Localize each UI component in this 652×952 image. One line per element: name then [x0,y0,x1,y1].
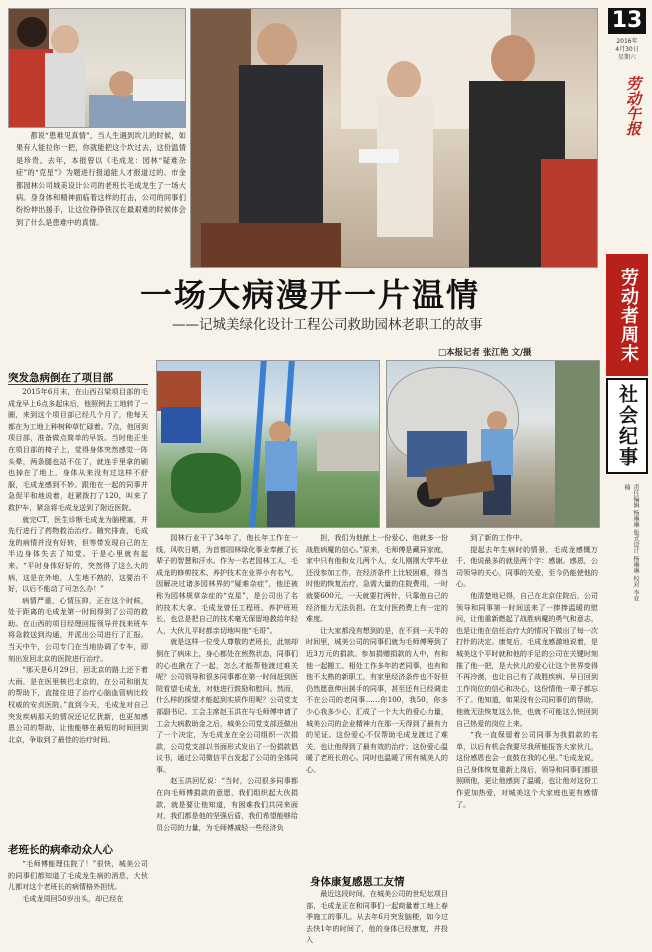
paragraph: 最近这段时间，在城美公司的世纪坛项目部，毛成龙正在和同事们一起商量着工地上春季施工的事儿。从去年6月突发脑梗，如今过去快1年的时间了，他的身体已经康复，并投入 [306,889,448,945]
column-2-text [156,532,298,946]
column-3-text [306,532,448,820]
paragraph: 担，我们为他献上一份爱心，他就多一份战胜病魔的信心。”原来，毛师傅是藏异家庭，家中只有他和女儿两个人，女儿刚刚大学毕业还没参加工作，在经济条件上比较困难，得当时他的恢复治疗，急需大量的住院费用，一时就要600元，一天就要打两针，只靠他自己的经济能力无法负担。在支付医药费上有一定的难度。 [306,533,448,624]
intro-paragraph: 都说“患难见真情”，当人生遇到坎儿的时候，如果有人能拉你一把，你就能把这个坎过去，这份温情是珍贵。去年，本报曾以《毛成龙：园林“疑难杂症”的“克星”》为题进行报道能人才报道过的、市金都园林公司城美设计公司的老班长毛成龙生了一场大病。身身体和精神面临着这样的打击，公司的同事们纷纷伸出援手，让这位铮铮铁汉在最艰难的时候体会到了什么是患难中的真情。 [16,131,186,227]
paragraph: 他清楚地记得，自己在北京住院后，公司领导和同事第一时间送来了一捧捧温暖的慰问，让他重新燃起了战胜病魔的勇气和意志，也是让他在信任治疗大的情况下做出了每一次打针的决定。康复后，毛成龙感激地说着，是城美这个平时就和他的手足的公司在关键时刻推了他一把，是大伙儿的爱心让这个世界变得不再冷漠，也让自己有了战胜疾病、早日回到工作岗位的信心和决心，这份情他一辈子都忘不了。他知道，如果没有公司同事们的帮助，他就无法恢复这么快，也就不可能这么快回到自己热爱的岗位上来。 [456,590,598,728]
hospital-photo [8,8,186,128]
worker-ladder-photo [156,360,380,528]
paragraph: 提起去年生病时的情景，毛成龙感慨万千，他说最多的就是两个字：感谢。感恩，公司领导的关心，同事的关爱，至今仍能使他的心。 [456,544,598,589]
paragraph: 赵玉洪回忆说：“当时，公司很多同事都在向毛师傅捐款的意愿，我们组织起大伙捐款，就是要让他知道，有困难我们共同来面对，我们都是他的坚强后盾，我们希望能够给员公司的力量，为毛师傅减轻一些经济负 [156,776,298,832]
paragraph: 2015年6月末，在山西召梁项目部的毛成龙早上6点多起床后，他照例去工地转了一圈，来到这个项目部已经几个月了，他每天都在为工地上种树种草忙碌着。7点，他回到项目部，准备做点简单的早饭。当时他正坐在项目部的椅子上，觉得身体突然感觉一阵头晕，两条腿也站不住了，就连手里拿的刷也掉在了地上，身体从来没有过这样不舒服，毛成龙感到不妙。跟他在一起的同事并急促平和地说着，赶紧拨打了120，叫来了救护车，紧急将毛成龙送到了附近医院。 [8,387,148,512]
byline: □本报记者 张江艳 文/摄 [438,348,532,358]
issue-date [608,38,646,62]
section-heading-3: 身体康复感恩工友情 [310,876,405,888]
date-day: 4月30日 [615,46,639,53]
paragraph: 就是这样一位受人尊敬的老班长，此刻却倒在了病床上，身心都处在煎熬状态，同事们的心也揪在了一起，怎么才能帮他渡过难关呢？公司领导和很多同事都在第一时间赶到医院看望毛成龙，对他进行鼓励和慰问。然而，什么样的探望才能起到实质作用呢？公司党支部副书记、工会主席赵玉洪在与毛师傅申请了工会大病救助金之后，城美公司党支部还做出了一个决定，为毛成龙在全公司组织一次捐款，公司党支部以书面形式发出了一份捐款倡议书，通过公司微信平台发起了公司的全体同事。 [156,637,298,774]
paragraph: 到了新的工作中。 [470,533,527,542]
column-3-text-b [306,888,448,946]
paragraph: “我一直保留着公司同事为我捐款的名单，以后有机会我要尽我所能报答大家伙儿，这份感恩也会一直鼓在我的心里。”毛成龙说，自己身体恢复重新上岗后，领导和同事们都很照顾他，更让他感到了温暖，也让他对这份工作更加热爱，对城美这个大家庭也更有感情了。 [456,730,598,809]
paragraph: 就完CT，医生诊断毛成龙为脑梗塞，并先行进行了药物救治治疗。随究排查，毛成龙的病情并没有好转，但等带发现自己的左半边身体失去了知觉。于是心里就有起来。“平时身体好好的，突然得了这么大的病，这是在外地，人生地不熟的，这要治不好，以后不能动了可怎么办！” [8,514,148,594]
paragraph: 让大家都没有想到的是，在不到一天半的时间里，城美公司的同事们就为毛师傅筹到了近3万元的捐款。参加捐赠捐款的人中，有和他一起搬工、相处工作多年的老同事，也有和他不太熟的新职工，有家里经济条件也不好但仍然愿意伸出援手的同事，甚至还有已经调走不在公司的老同事……你100，我50，你多少心我多少心，汇成了一个大大的爱心力量，城美公司的企业精神力在那一天得到了最有力的见证。这份爱心不仅帮助毛成龙渡过了难关，也让他得到了最有效的治疗；这份爱心温暖了老班长的心。同时也温暖了所有城美人的心。 [306,625,448,774]
editors-credit: 责任编辑 杨琳琳 版式设计 杨琳琳 校对 李亚楠 [623,484,639,602]
worker-mixer-photo [386,360,600,528]
newspaper-logo: 劳动午报 [624,76,642,136]
page-number: 13 [608,8,646,34]
date-year: 2016年 [616,38,638,45]
paragraph: “那天是6月29日，回北京的路上还下着大雨，是在医里核巴北京的，在公司和朋友的帮助下，直接住进了治疗心脑血管病比较权威的安贞医院。”直到今天，毛成龙对自己突发疾病那天的情况还记忆犹新，也更加感恩公司的帮助，让他能够在最短的时间回到北京，争取到了最佳的治疗时间。 [8,665,148,744]
paragraph: 毛成龙周回50岁出头，却已经在 [22,893,124,903]
subheadline: ——记城美绿化设计工程公司救助园林老职工的故事 [172,317,483,333]
paragraph: “毛师傅能理住院了！”很快，城美公司的同事们都知道了毛成龙生病的消息，大伙儿都对这个老班长的病情格外担忧。 [8,859,148,892]
section-divider [8,384,148,385]
subsection-label: 社会纪事 [606,378,648,474]
paragraph: 园林行业干了34年了，他长年工作在一线，风吹日晒，为首都园林绿化事业奉献了长辈子的智慧和汗水。作为一名老园林工人，毛成龙的修剪技术、养护技术在业界小有名气，因解决过诸多园林界的“疑难杂症”，他还被称为园林规草杂症的“克星”，是公司出了名的技术大拿。毛成龙曾任工程班、养护班班长，也总是把自己的技术毫无保留地教给年轻人，大伙儿平时都亲切地叫他“毛哥”。 [156,533,298,635]
column-4-text [456,532,598,946]
column-1-text-b [8,858,148,948]
paragraph: 病情严重，心情压抑，正在这个时候，处于距离的毛成龙第一时间得到了公司的救助。在山西的项目经理回报领导并找来班车将急救送到沟通，并派出公司进行了汇报。当天中午，公司专门在当地协调了专车，即刻出发回北京的医院进行治疗。 [8,595,148,663]
section-label: 劳动者周末 [606,254,648,376]
headline: 一场大病漫开一片温情 [140,276,481,314]
date-weekday: 星期六 [617,54,636,61]
column-1-text [8,386,148,812]
donation-photo [190,8,598,268]
section-heading-2: 老班长的病牵动众人心 [8,844,113,856]
section-heading-1: 突发急病倒在了项目部 [8,372,113,384]
